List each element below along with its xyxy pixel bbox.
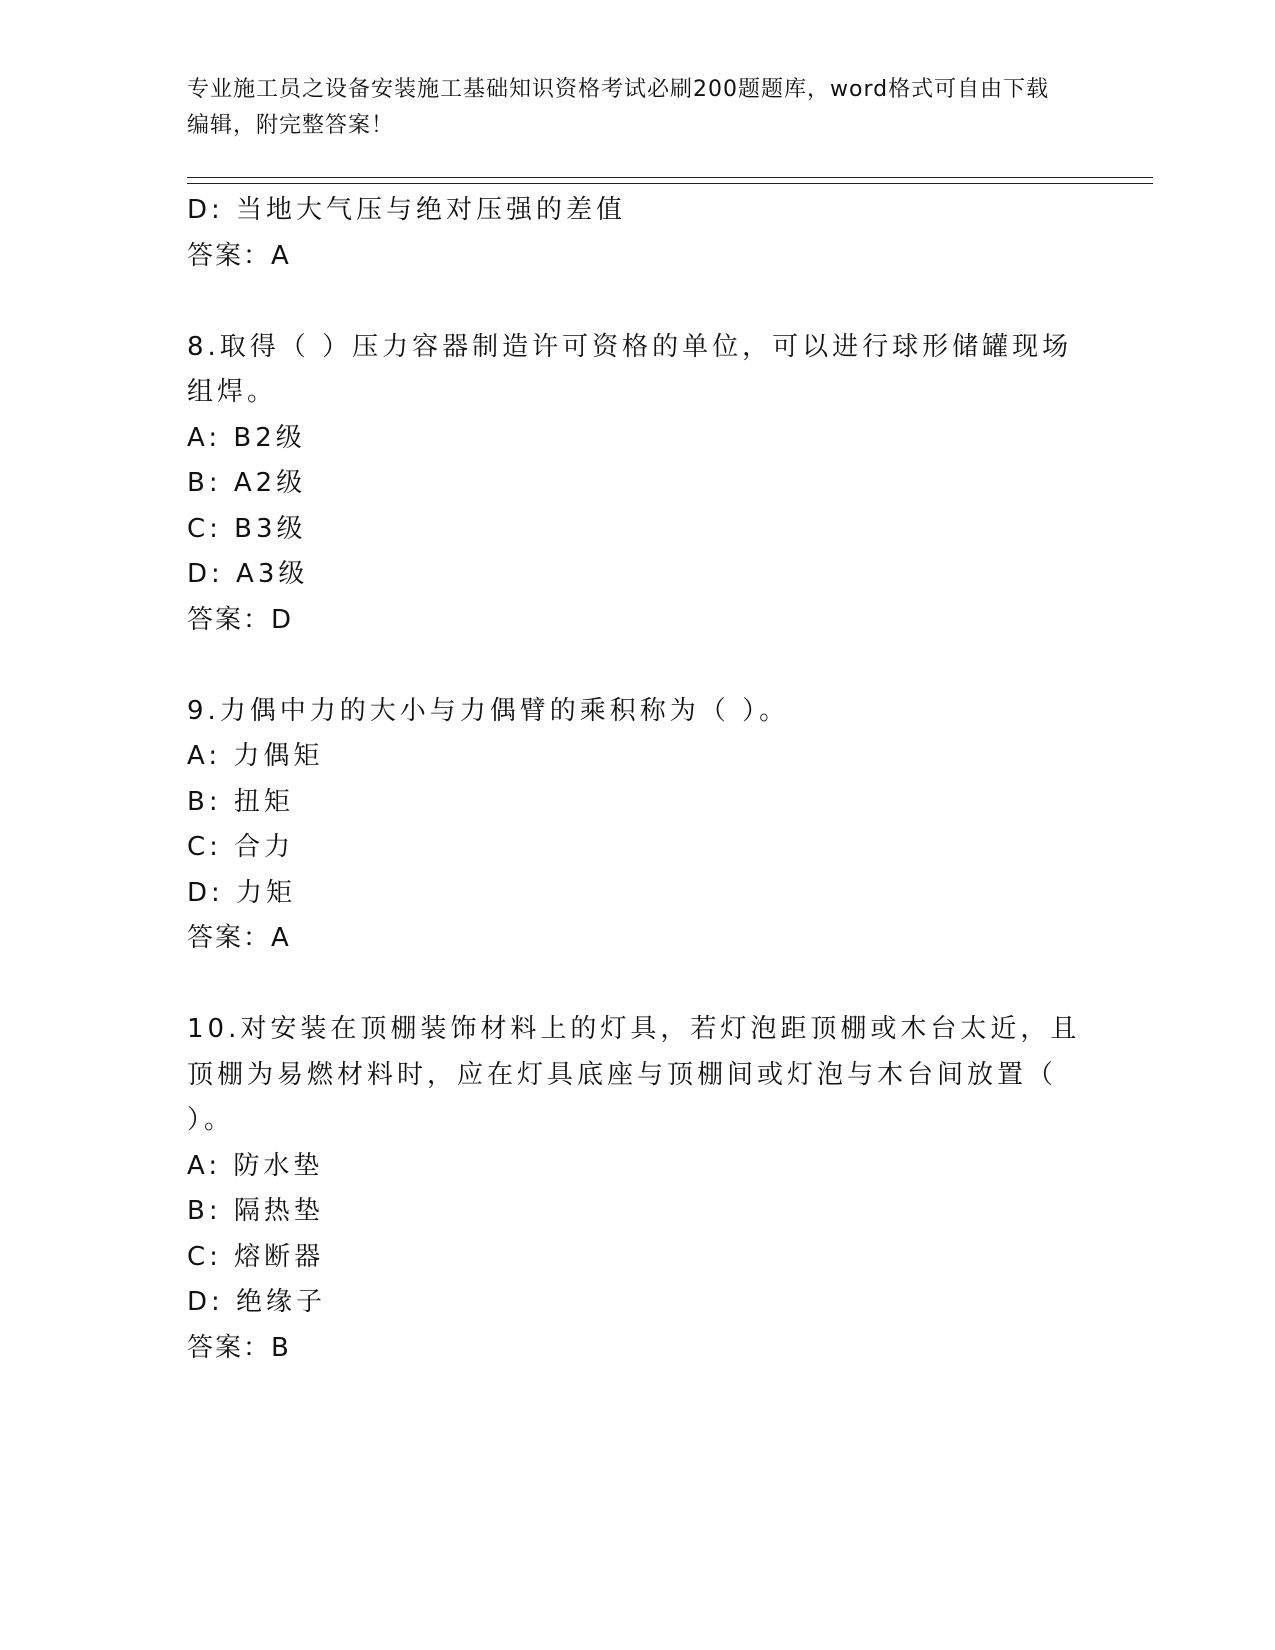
option-a: A: 力偶矩 [187,741,324,771]
question-9 [187,689,1087,962]
question-8 [187,325,1087,644]
option-d: D: 当地大气压与绝对压强的差值 [187,195,627,225]
question-text: 10.对安装在顶棚装饰材料上的灯具，若灯泡距顶棚或木台太近，且顶棚为易燃材料时，应在灯具底座与顶棚间或灯泡与木台间放置（ ）。 [187,1014,1081,1135]
option-d: D: 绝缘子 [187,1287,327,1317]
option-d: D: 力矩 [187,877,297,908]
answer: 答案：D [187,604,294,635]
answer: 答案：A [187,923,291,953]
spacer [187,279,1087,325]
option-b: B: 隔热垫 [187,1196,324,1226]
option-d: D: A3级 [187,559,309,589]
question-text: 9.力偶中力的大小与力偶臂的乘积称为（ ）。 [187,695,790,726]
question-10 [187,1007,1087,1371]
spacer [187,643,1087,689]
spacer [187,962,1087,1008]
document-header: 专业施工员之设备安装施工基础知识资格考试必刷200题题库，word格式可自由下载编辑，附完整答案！ [187,77,1050,138]
answer: 答案：A [187,240,291,271]
option-c: C: 合力 [187,832,295,862]
question-content [187,188,1087,1371]
option-c: C: B3级 [187,513,307,544]
option-b: B: 扭矩 [187,786,294,817]
question-text: 8.取得（ ）压力容器制造许可资格的单位，可以进行球形储罐现场组焊。 [187,331,1073,407]
option-a: A: B2级 [187,422,306,453]
header-rule-bottom [187,183,1153,184]
answer: 答案：B [187,1332,291,1363]
header-rule-top [187,177,1153,178]
option-c: C: 熔断器 [187,1241,325,1272]
option-a: A: 防水垫 [187,1150,324,1181]
option-b: B: A2级 [187,468,307,498]
